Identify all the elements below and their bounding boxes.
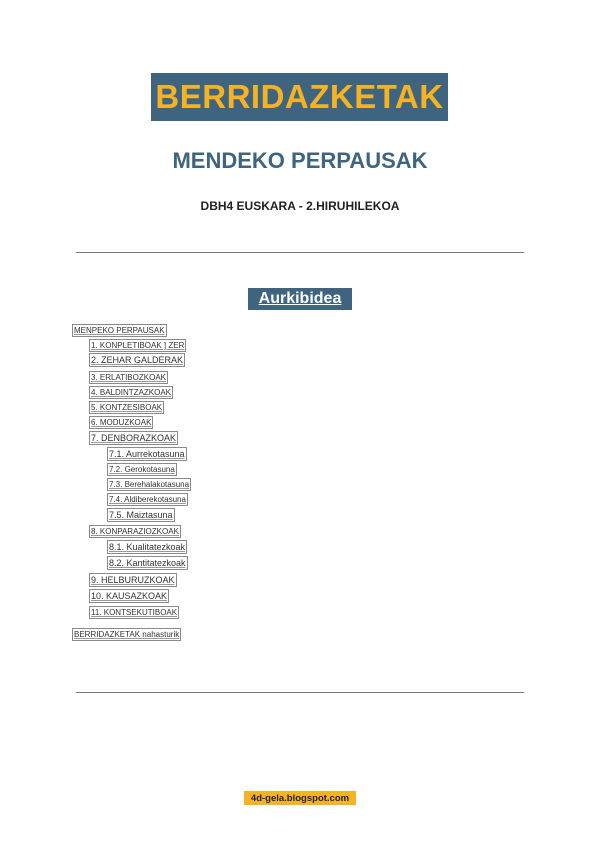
bottom-divider	[76, 692, 524, 693]
toc-link-berehalakotasuna[interactable]: 7.3. Berehalakotasuna	[109, 480, 190, 489]
toc-link-kontsekutiboak[interactable]: 11. KONTSEKUTIBOAK	[91, 608, 178, 617]
toc-link-kualitatezkoak[interactable]: 8.1. Kualitatezkoak	[109, 542, 186, 552]
toc-link-gerokotasuna[interactable]: 7.2. Gerokotasuna	[109, 465, 175, 474]
toc-link-baldintzazkoak[interactable]: 4. BALDINTZAZKOAK	[91, 388, 172, 397]
toc-link-denborazkoak[interactable]: 7. DENBORAZKOAK	[91, 433, 177, 443]
toc-link-kontzesiboak[interactable]: 5. KONTZESIBOAK	[91, 403, 163, 412]
course-label: DBH4 EUSKARA - 2.HIRUHILEKOA	[200, 199, 400, 213]
toc-link-kantitatezkoak[interactable]: 8.2. Kantitatezkoak	[109, 558, 186, 568]
toc-link-moduzkoak[interactable]: 6. MODUZKOAK	[91, 418, 152, 427]
toc-link-zehar-galderak[interactable]: 2. ZEHAR GALDERAK	[91, 355, 184, 365]
toc-link-berridazketak-nahasturik[interactable]: BERRIDAZKETAK nahasturik	[74, 630, 180, 639]
toc-link-aurrekotasuna[interactable]: 7.1. Aurrekotasuna	[109, 449, 185, 459]
document-subtitle: MENDEKO PERPAUSAK	[172, 148, 428, 173]
footer-badge	[244, 791, 356, 805]
toc-link-maiztasuna[interactable]: 7.5. Maiztasuna	[109, 510, 173, 520]
toc-link-konpletiboak[interactable]: 1. KONPLETIBOAK ] ZER	[91, 341, 185, 350]
toc-heading: Aurkibidea	[258, 290, 342, 307]
footer-site: 4d-gela.blogspot.com	[250, 792, 350, 804]
toc-link-kausazkoak[interactable]: 10. KAUSAZKOAK	[91, 591, 168, 601]
toc-link-aldiberekotasuna[interactable]: 7.4. Aldiberekotasuna	[109, 495, 186, 504]
document-title: BERRIDAZKETAK	[155, 78, 444, 115]
toc-link-konparaziozkoak[interactable]: 8. KONPARAZIOZKOAK	[91, 527, 179, 536]
toc-link-menpeko-perpausak[interactable]: MENPEKO PERPAUSAK	[74, 326, 165, 335]
toc-link-erlatibozkoak[interactable]: 3. ERLATIBOZKOAK	[91, 373, 166, 382]
toc-link-helburuzkoak[interactable]: 9. HELBURUZKOAK	[91, 575, 175, 585]
